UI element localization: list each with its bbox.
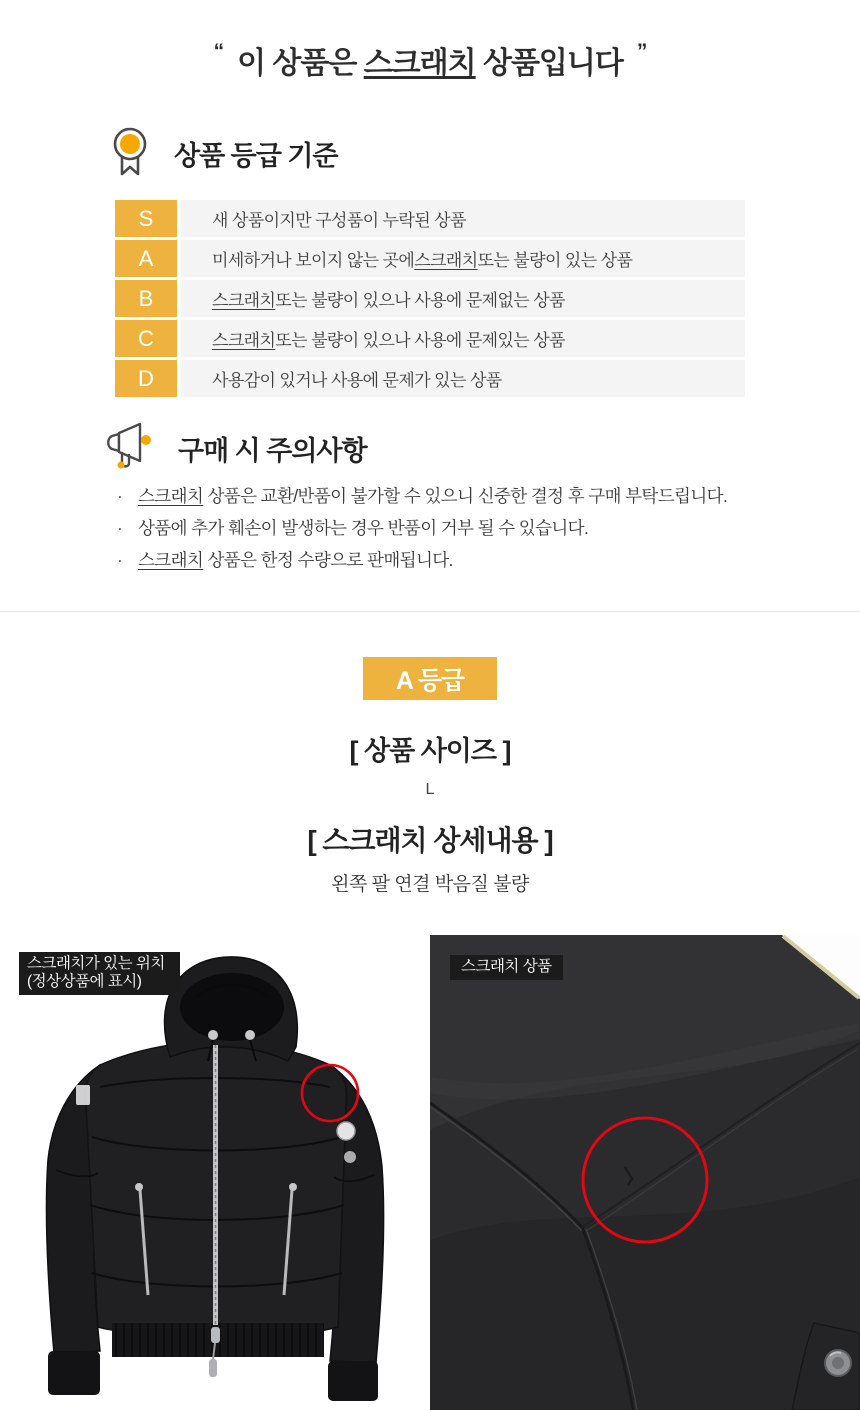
table-row <box>115 240 745 277</box>
list-item <box>117 487 797 506</box>
page-title-keyword: 스크래치 <box>363 47 476 80</box>
close-quote-mark: ” <box>636 40 647 63</box>
list-item <box>117 551 797 570</box>
page-title-pre: 이 상품은 <box>237 47 364 80</box>
table-row <box>115 280 745 317</box>
notice-text: 상품에 추가 훼손이 발생하는 경우 반품이 거부 될 수 있습니다. <box>138 518 589 538</box>
page-title <box>0 38 860 82</box>
scratch-detail-value: 왼쪽 팔 연결 박음질 불량 <box>331 874 529 895</box>
section-divider <box>0 611 860 612</box>
table-row <box>115 200 745 237</box>
bullet-dot: · <box>117 518 123 538</box>
grade-desc-a: 미세하거나 보이지 않는 곳에 스크래치 또는 불량이 있는 상품 <box>181 240 745 277</box>
scratch-closeup-photo <box>430 935 860 1410</box>
scratch-location-photo <box>0 935 430 1410</box>
scratch-detail-title: [ 스크래치 상세내용 ] <box>307 825 553 856</box>
size-value: L <box>425 781 435 798</box>
table-row <box>115 360 745 397</box>
table-row <box>115 320 745 357</box>
photo-label-location <box>19 952 180 995</box>
grade-criteria-heading-label: 상품 등급 기준 <box>174 141 338 171</box>
purchase-notice-heading <box>104 421 367 476</box>
photo-label-line2: (정상상품에 표시) <box>27 973 142 990</box>
grade-desc-s: 새 상품이지만 구성품이 누락된 상품 <box>181 200 745 237</box>
grade-desc-b: 스크래치 또는 불량이 있으나 사용에 문제없는 상품 <box>181 280 745 317</box>
purchase-notice-heading-label: 구매 시 주의사항 <box>178 436 367 466</box>
page-title-post: 상품입니다 <box>475 47 623 80</box>
grade-cell-d: D <box>115 360 177 397</box>
bullet-dot: · <box>117 550 123 570</box>
jacket-illustration <box>0 935 430 1410</box>
photo-label-line1: 스크래치가 있는 위치 <box>27 955 165 972</box>
grade-criteria-heading <box>108 125 338 182</box>
grade-desc-c: 스크래치 또는 불량이 있으나 사용에 문제있는 상품 <box>181 320 745 357</box>
grade-cell-b: B <box>115 280 177 317</box>
grade-cell-a: A <box>115 240 177 277</box>
grade-table <box>115 200 745 400</box>
bullet-dot: · <box>117 486 123 506</box>
medal-icon <box>108 125 152 182</box>
notice-text: 스크래치 상품은 한정 수량으로 판매됩니다. <box>138 550 453 570</box>
photo-label-scratch-product: 스크래치 상품 <box>450 955 563 980</box>
megaphone-icon <box>104 421 156 476</box>
list-item <box>117 519 797 538</box>
purchase-notice-list <box>117 487 797 583</box>
open-quote-mark: “ <box>213 40 224 63</box>
grade-cell-c: C <box>115 320 177 357</box>
grade-cell-s: S <box>115 200 177 237</box>
notice-text: 스크래치 상품은 교환/반품이 불가할 수 있으니 신중한 결정 후 구매 부탁드립니다. <box>138 486 728 506</box>
grade-desc-d: 사용감이 있거나 사용에 문제가 있는 상품 <box>181 360 745 397</box>
product-photos-row <box>0 935 860 1410</box>
fabric-closeup-illustration <box>430 935 860 1410</box>
size-section-title: [ 상품 사이즈 ] <box>349 736 511 766</box>
grade-a-badge: A 등급 <box>363 657 497 700</box>
